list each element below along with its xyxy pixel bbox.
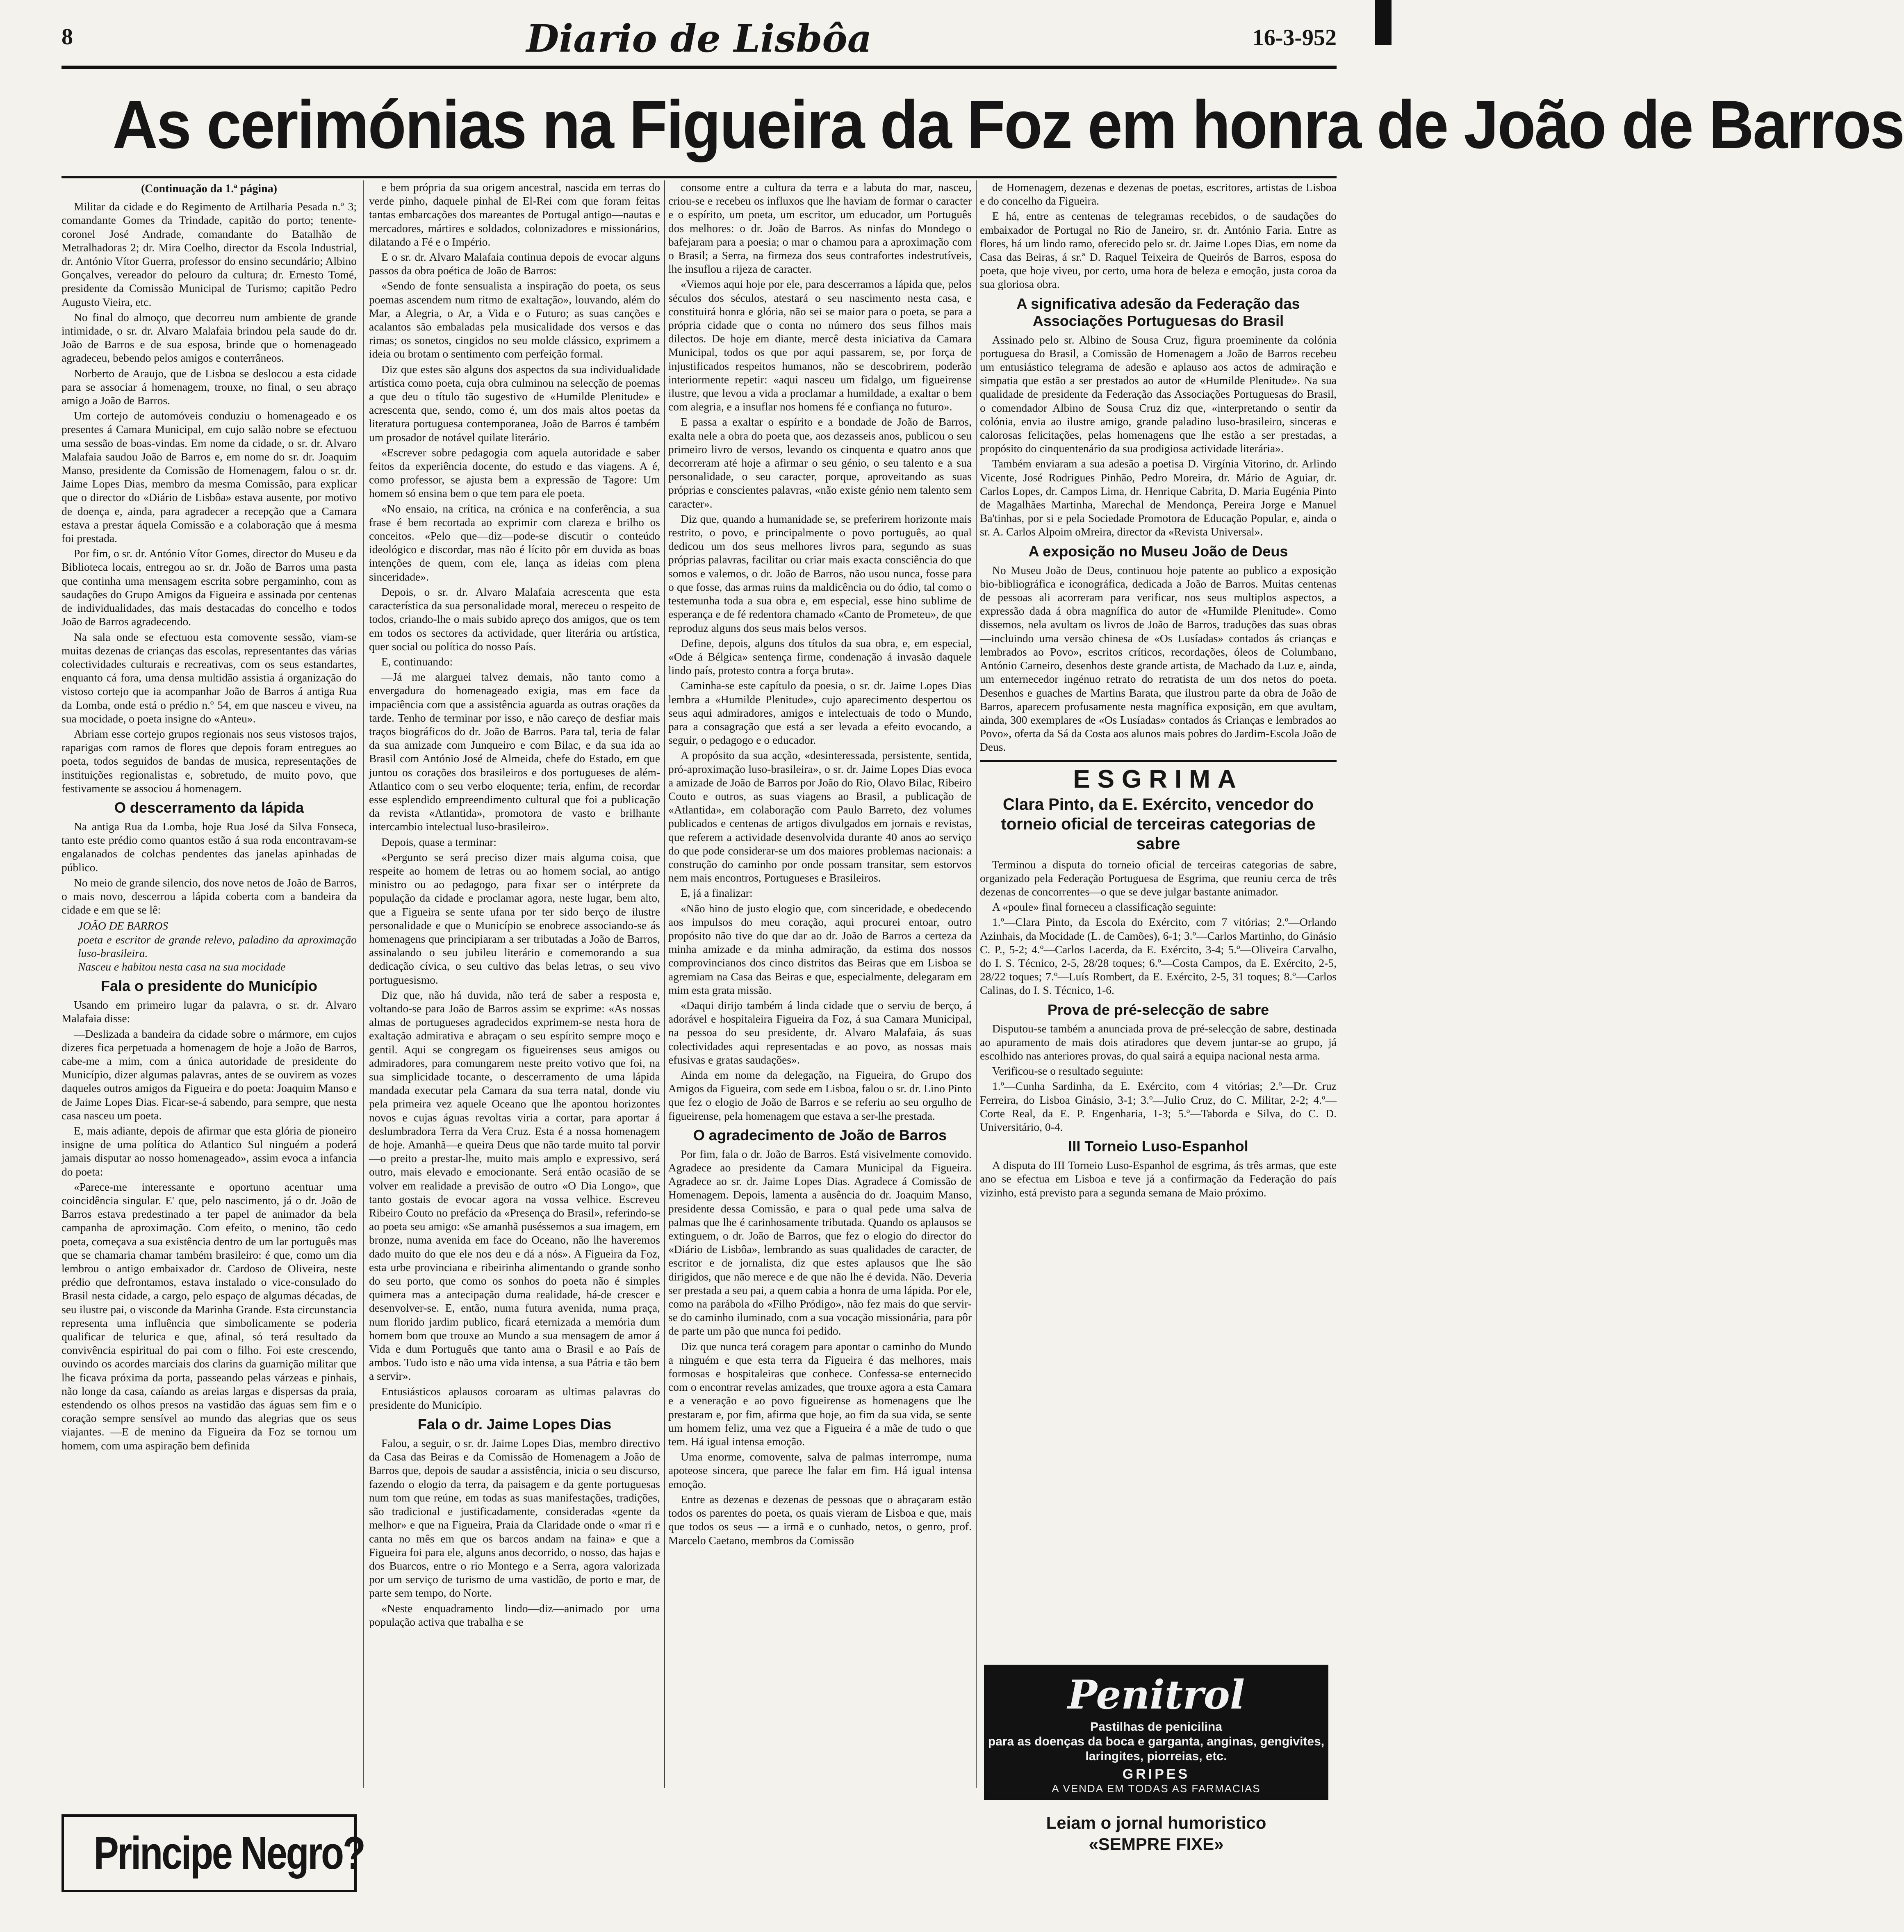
article-paragraph: «Neste enquadramento lindo—diz—animado por uma população activa que trabalha e se [369,1602,660,1628]
article-paragraph: Define, depois, alguns dos títulos da sua obra, e, em especial, «Ode á Bélgica» sentença firme, condenação á invasão daquele lindo país, protesto contra a força bruta». [668,636,972,677]
article-paragraph: Na antiga Rua da Lomba, hoje Rua José da Silva Fonseca, tanto este prédio como quantos estão á sua roda encontravam-se engalanados de colchas pendentes das janelas apinhadas de público. [61,820,357,874]
continuation-note: (Continuação da 1.ª página) [141,182,277,195]
article-paragraph: «Parece-me interessante e oportuno acentuar uma coincidência singular. E' que, pelo nascimento, já o dr. João de Barros estava predestinado a ter papel de animador da bela campanha de aproximação. Com efeito, o menino, tão cedo poeta, começava a sua existência dentro de um lar português mas que se chamaria chamar também brasileiro: é que, como um dia lembrou o antigo embaixador dr. Cardoso de Oliveira, neste prédio que defrontamos, estava instalado o vice-consulado do Brasil nesta cidade, a cargo, pelo espaço de algumas décadas, de seu ilustre pai, o visconde da Marinha Grande. Esta circunstancia representa uma influência que simbolicamente se poderia qualificar de telurica e que, afinal, só terá resultado da convivência espiritual do pai com o filho. Foi este crescendo, ouvindo os acordes marciais dos clarins da guarnição militar que lhe ficava próxima da porta, passeando pelas várzeas e pinhais, não longe da casa, caíando as areias largas e dispersas da praia, estendendo os olhos presos na vastidão das águas sem fim e o coração sempre sensível ao mundo das alegrias que os seus viajantes. —E de menino da Figueira da Foz se tornou um homem, com uma aspiração bem definida [61,1180,357,1452]
ad-brand: Penitrol [1067,1672,1245,1718]
article-paragraph: Terminou a disputa do torneio oficial de terceiras categorias de sabre, organizado pela Federação Portuguesa de Esgrima, que reuniu cerca de três dezenas de concorrentes—o que se deve julgar bastante animador. [980,858,1337,898]
article-paragraph: Por fim, fala o dr. João de Barros. Está visivelmente comovido. Agradece ao presidente da Camara Municipal da Figueira. Agradece ao sr. dr. Jaime Lopes Dias. Agradece á Comissão de Homenagem. Depois, lamenta a ausência do dr. Joaquim Manso, presidente dessa Comissão, e para o qual pede uma salva de palmas que lhe é carinhosamente tributada. Quando os aplausos se extinguem, o dr. João de Barros, que fez o elogio do director do «Diário de Lisbôa», lembrando as suas qualidades de caracter, de escritor e de jornalista, diz que estes aplausos que lhe são dirigidos, que não merece e de que não lhe é devida. Não. Deveria ser prestada a seu pai, a quem cabia a honra de uma lápida. Por ele, como na parábola do «Filho Pródigo», não fez mais do que servir-se do caminho iluminado, com a sua vocação missionária, para pôr de parte um pão que nunca foi pedido. [668,1147,972,1337]
inscription-line: JOÃO DE BARROS [78,919,168,932]
article-paragraph: Falou, a seguir, o sr. dr. Jaime Lopes Dias, membro directivo da Casa das Beiras e da Comissão de Homenagem a João de Barros que, depois de saudar a assistência, inicia o seu discurso, fazendo o elogio da terra, da paisagem e da gente portuguesas num tom que reúne, em todas as suas manifestações, tradições, são tradicional e justificadamente, consideradas «gente da melhor» e que na Figueira, Praia da Claridade onde o «mar ri e canta no mês em que os barcos andam na faina» e que a Figueira foi para ele, alguns anos decorrido, o nosso, das hajas e dos Buarcos, entre o rio Montego e a Serra, agora valorizada por um serviço de turismo de uma vastidão, de porto e mar, de parte sem tempo, do Norte. [369,1437,660,1599]
article-paragraph: No meio de grande silencio, dos nove netos de João de Barros, o mais novo, descerrou a lápida coberta com a bandeira da cidade e em que se lê: [61,876,357,916]
article-paragraph: «No ensaio, na crítica, na crónica e na conferência, a sua frase é bem recortada ao exprimir com clareza e brilho os conceitos. «Pelo que—diz—pode-se discutir o conteúdo ideológico e discordar, mas não é lícito pôr em duvida as boas intenções de quem, com ele, lança as ideias com plena sinceridade». [369,502,660,583]
ad-line: para as doenças da boca e garganta, anginas, gengivites, laringites, piorreias, etc. [988,1735,1325,1763]
article-paragraph: E, mais adiante, depois de afirmar que esta glória de pioneiro insigne de uma política do Atlantico Sul ninguém a poderá jamais disputar ao nosso homenageado», assim evoca a infancia do poeta: [61,1124,357,1178]
article-paragraph: consome entre a cultura da terra e a labuta do mar, nasceu, criou-se e recebeu os influxos que lhe haviam de formar o caracter e o espírito, um poeta, um escritor, um educador, um Português dos melhores: o dr. João de Barros. As ninfas do Mondego o bafejaram para a poesia; o mar o chamou para a aproximação com o Brasil; a Serra, na firmeza dos seus contrafortes indestrutíveis, lhe insuflou a rijeza de caracter. [668,181,972,276]
article-paragraph: Ainda em nome da delegação, na Figueira, do Grupo dos Amigos da Figueira, com sede em Lisboa, falou o sr. dr. Lino Pinto que fez o elogio de João de Barros e se referiu ao seu orgulho de figueirense, pela homenagem que estava a ser-lhe prestada. [668,1069,972,1122]
esgrima-subtitle: Clara Pinto, da E. Exército, vencedor do torneio oficial de terceiras categorias de sabre [1001,795,1316,853]
ad-line: Pastilhas de penicilina [1090,1720,1222,1734]
inscription-line: poeta e escritor de grande relevo, paladino da aproximação luso-brasileira. [78,933,357,959]
article-paragraph: E passa a exaltar o espírito e a bondade de João de Barros, exalta nele a obra do poeta que, aos dezasseis anos, publicou o seu primeiro livro de versos, levando os cinquenta e quatro anos que decorreram até hoje a afirmar o seu génio, o seu talento e a sua personalidade, o seu caracter, porque, aproveitando as suas próprias e conscientes palavras, «não existe génio nem talento sem caracter». [668,415,972,510]
article-paragraph: —Deslizada a bandeira da cidade sobre o mármore, em cujos dizeres fica perpetuada a homenagem de hoje a João de Barros, cabe-me a mim, com a única autoridade de presidente do Município, dizer algumas palavras, antes de se ouvirem as vozes daqueles outros amigos da Figueira e do poeta: Joaquim Manso e de Jaime Lopes Dias. Ficar-se-á sabendo, para sempre, que nesta casa nasceu um poeta. [61,1027,357,1122]
ad-gripes: GRIPES [1122,1766,1190,1782]
page-number: 8 [61,24,73,50]
article-paragraph: «Sendo de fonte sensualista a inspiração do poeta, os seus poemas ascendem num ritmo de exaltação», louvando, além do Mar, a Alegria, o Ar, a Vida e o Futuro; as suas canções e acalantos são embaladas pela musicalidade dos versos e das rimas; os sonetos, cingidos no seu molde clássico, exprimem a ideia ou brotam o sentimento com perfeição formal. [369,279,660,360]
column-2 [369,180,660,1808]
article-paragraph: Norberto de Araujo, que de Lisboa se deslocou a esta cidade para se associar á homenagem, trouxe, no final, o seu abraço amigo a João de Barros. [61,367,357,407]
inscription-line: Nasceu e habitou nesta casa na sua mocidade [78,960,286,973]
article-paragraph: A «poule» final forneceu a classificação seguinte: [992,900,1216,914]
article-paragraph: Assinado pelo sr. Albino de Sousa Cruz, figura proeminente da colónia portuguesa do Brasil, a Comissão de Homenagem a João de Barros recebeu um entusiástico telegrama de adesão e aplauso aos actos de admiração e simpatia que estão a ser prestados ao autor de «Humilde Plenitude». Na sua qualidade de presidente da Federação das Associações Portuguesas do Brasil, o comendador Albino de Sousa Cruz diz que, «interpretando o sentir da colónia, envia ao ilustre amigo, grande paladino luso-brasileiro, sinceras e calorosas felicitações, pelas homenagens que lhe estão a ser prestadas, a propósito do cinquentenário da sua prodigiosa actividade literária». [980,333,1337,455]
article-paragraph: E o sr. dr. Alvaro Malafaia continua depois de evocar alguns passos da obra poética de João de Barros: [369,251,660,277]
article-paragraph: Caminha-se este capítulo da poesia, o sr. dr. Jaime Lopes Dias lembra a «Humilde Plenitude», cujo aparecimento despertou os seus aqui admiradores, amigos e intelectuais de todo o Mundo, para a consagração que está a ser levada a efeito evocando, a seguir, o pedagogo e o educador. [668,679,972,747]
article-paragraph: Também enviaram a sua adesão a poetisa D. Virgínia Vitorino, dr. Arlindo Vicente, José Rodrigues Pinhão, Pedro Moreira, dr. Mário de Aguiar, dr. Carlos Lopes, dr. Campos Lima, dr. Henrique Cabrita, D. Maria Eugénia Pinto de Magalhães Martinha, Marechal de Mendonça, Pereira Jorge e Manuel Ba'tinhas, por si e pela Sociedade Promotora de Educação Popular, e, ainda o sr. A. Carlos Alpoim oMreira, director da «Revista Universal». [980,457,1337,538]
section-heading: A exposição no Museu João de Deus [1028,542,1288,560]
article-paragraph: de Homenagem, dezenas e dezenas de poetas, escritores, artistas de Lisboa e do concelho da Figueira. [980,181,1337,207]
column-4 [980,180,1337,1808]
article-paragraph: «Pergunto se será preciso dizer mais alguma coisa, que respeite ao homem de letras ou ao homem social, ao antigo ministro ou ao pedagogo, para fixar ser o intérprete da população da cidade e proclamar agora, neste lugar, bem alto, que a Figueira se sente ufana por ter sido berço de ilustre personalidade e que o Município se enobrece associando-se ás homenagens que principiaram a ser tributadas a João de Barros, assinalando o seu jubileu literário e comemorando a sua dedicação cívica, o seu cultivo das belas letras, o seu vivo portuguesismo. [369,850,660,986]
lapide-inscription [78,919,357,973]
issue-date: 16-3-952 [1252,25,1337,50]
section-heading: Fala o presidente do Município [100,977,318,995]
main-headline: As cerimónias na Figueira da Foz em honra de João de Barros [112,87,1904,163]
column-divider [363,180,364,1788]
article-paragraph: A disputa do III Torneio Luso-Espanhol de esgrima, ás três armas, que este ano se efectua em Lisboa e teve já a confirmação da Federação do país vizinho, está previsto para a segunda semana de Maio próximo. [980,1159,1337,1199]
article-paragraph: Militar da cidade e do Regimento de Artilharia Pesada n.º 3; comandante Gomes da Trindade, capitão do porto; tenente-coronel José Andrade, comandante do Batalhão de Metralhadoras 2; dr. Mira Coelho, director da Escola Industrial, dr. António Vítor Guerra, professor do ensino secundário; Albino Gonçalves, vereador do pelouro da cultura; dr. Ernesto Tomé, presidente da Comissão Municipal de Turismo; capitão Pedro Augusto Vieira, etc. [61,200,357,308]
article-paragraph: 1.º—Clara Pinto, da Escola do Exército, com 7 vitórias; 2.º—Orlando Azinhais, da Mocidade (L. de Camões), 6-1; 3.º—Carlos Martinho, do Ginásio C. P., 5-2; 4.º—Carlos Lacerda, da E. Exército, 3-4; 5.º—Oliveira Carvalho, do I. S. Técnico, 2-5, 28/28 toques; 6.º—Costa Campos, da E. Exército, 2-5, 28/22 toques; 7.º—Luís Rombert, da E. Exército, 2-5, 31 toques; 8.º—Carlos Calinas, do I. S. Técnico, 1-6. [980,916,1337,997]
article-paragraph: Entre as dezenas e dezenas de pessoas que o abraçaram estão todos os parentes do poeta, os quais vieram de Lisboa e que, mais que todos os seus — a irmã e o cunhado, netos, o genro, prof. Marcelo Caetano, membros da Comissão [668,1492,972,1547]
edge-registration-mark [1375,0,1392,45]
newspaper-title: Diario de Lisbôa [526,16,872,61]
article-paragraph: Diz que nunca terá coragem para apontar o caminho do Mundo a ninguém e que esta terra da Figueira é das melhores, mais formosas e hospitaleiras que conhece. Confessa-se enternecido com o encontrar revelas amizades, que trouxe agora a esta Camara e a veneração e ao povo figueirense as homenagens que lhe prestaram e, por fim, afirma que hoje, ao fim da sua vida, se sente um homem feliz, uma vez que a Figueira é a mãe de tudo o que tem. Há igual intensa emoção. [668,1340,972,1448]
article-paragraph: E, já a finalizar: [681,886,753,900]
article-paragraph: Disputou-se também a anunciada prova de pré-selecção de sabre, destinada ao apuramento de mais dois atiradores que devem juntar-se ao grupo, já escolhido nas anteriores provas, do qual sairá a equipa nacional nesta arma. [980,1022,1337,1062]
article-paragraph: No Museu João de Deus, continuou hoje patente ao publico a exposição bio-bibliográfica e iconográfica, dedicada a João de Barros. Muitas centenas de pessoas ali acorreram para verificar, nos seus multiplos aspectos, a expressão dada á obra magnífica do autor de «Humilde Plenitude». Como dissemos, nela avultam os livros de João de Barros, traduções das suas obras—incluindo uma versão chinesa de «Os Lusíadas» contados ás crianças e lembrados ao Povo», escritos críticos, recordações, óleos de Columbano, António Carneiro, desenhos deste grande artista, de Machado da Luz e, ainda, um enternecedor ingénuo retrato do retratista de um dos netos do poeta. Desenhos e guaches de Martins Barata, que ilustrou parte da obra de João de Barros, aparecem profusamente nesta magnífica exposição, em que avultam, ainda, 300 exemplares de «Os Lusíadas» contados ás Crianças e lembrados ao Povo», oferta da Sá da Costa aos alunos mais pobres do Jardim-Escola João de Deus. [980,563,1337,754]
principe-negro-title: Principe Negro? [93,1827,364,1879]
article-paragraph: Um cortejo de automóveis conduziu o homenageado e os presentes á Camara Municipal, em cujo salão nobre se efectuou uma sessão de boas-vindas. Em nome da cidade, o sr. dr. Alvaro Malafaia saudou João de Barros e, em nome do sr. dr. Joaquim Manso, presidente da Comissão de Homenagem, falou o sr. dr. Jaime Lopes Dias, membro da mesma Comissão, para explicar que o director do «Diário de Lisbôa» estava ausente, por motivo de doença e, ainda, para agradecer a recepção que a Camara estava a prestar áquela Comissão e a colaboração que á mesma foi prestada. [61,409,357,545]
section-heading: O descerramento da lápida [114,799,304,816]
masthead-rule [61,66,1337,69]
article-paragraph: Na sala onde se efectuou esta comovente sessão, viam-se muitas dezenas de crianças das escolas, representantes das várias colectividades culturais e recreativas, com os seus estandartes, enquanto cá fora, uma densa multidão assistia á organização do vistoso cortejo que ia acompanhar João de Barros á antiga Rua da Lomba, onde está o prédio n.º 54, em que nasceu e viveu, na sua mocidade, o poeta insigne do «Anteu». [61,630,357,725]
article-paragraph: «Escrever sobre pedagogia com aquela autoridade e saber feitos da experiência docente, do estudo e das viagens. A é, como professor, se ajusta bem a expressão de Tagore: Um homem só ensina bem o que tem para ele poeta. [369,446,660,500]
article-paragraph: No final do almoço, que decorreu num ambiente de grande intimidade, o sr. dr. Alvaro Malafaia brindou pela saude do dr. João de Barros e de sua esposa, brinde que o homenageado agradeceu, bebendo pelos amigos e conterrâneos. [61,310,357,365]
section-heading: Fala o dr. Jaime Lopes Dias [417,1416,612,1433]
article-paragraph: Diz que estes são alguns dos aspectos da sua individualidade artística como poeta, cuja obra culminou na selecção de poemas a que deu o título tão sugestivo de «Humilde Plenitude» e acrescenta que, sendo, como é, um dos mais altos poetas da literatura portuguesa contemporanea, João de Barros é também um prosador de notável quilate literário. [369,362,660,444]
article-paragraph: A propósito da sua acção, «desinteressada, persistente, sentida, pró-aproximação luso-brasileira», o sr. dr. Jaime Lopes Dias evoca a amizade de João de Barros por João do Rio, Olavo Bilac, Ribeiro Couto e outros, as suas viagens ao Brasil, a publicação de «Atlantida», em colaboração com Paulo Barreto, dez volumes publicados e centenas de artigos divulgados em jornais e revistas, que referem a actividade desenvolvida durante 40 anos ao serviço do que pode considerar-se um dos maiores problemas nacionais: a construção do caminho por onde possam transitar, sem estorvos nem mais encontros, Portugueses e Brasileiros. [668,749,972,884]
article-paragraph: Diz que, não há duvida, não terá de saber a resposta e, voltando-se para João de Barros assim se exprime: «As nossas almas de portugueses agradecidos exprimem-se nesta hora de exaltação admirativa e abraçam o seu espírito sempre moço e gentil. Aqui se congregam os figueirenses seus amigos ou admiradores, para comungarem neste preito votivo que foi, na sua simplicidade tocante, o descerramento de uma lápida mandada executar pela Camara da sua terra natal, donde viu pela primeira vez aquele Oceano que lhe apontou horizontes novos e cujas águas revoltas viria a cortar, para aportar á deslumbradora Terra da Vera Cruz. Esta é a nossa homenagem de hoje. Amanhã—e queira Deus que não tarde muito tal porvir—o preito a prestar-lhe, muito mais amplo e expressivo, será outro, mais elevado e emocionante. Será então ocasião de se volver em realidade a previsão de outro «O Dia Longo», que tanto gostais de evocar agora na vossa velhice. Escreveu Ribeiro Couto no prefácio da «Presença do Brasil», referindo-se ao poeta seu amigo: «Se amanhã puséssemos a sua imagem, em bronze, numa avenida em face do Oceano, não lhe haveremos dado muito do que ele nos deu e dá a nós». A Figueira da Foz, esta urbe provinciana e ribeirinha alimentando o grande sonho do seu porto, que como os sonhos do poeta não é simples quimera mas a antecipação duma realidade, há-de crescer e desenvolver-se. E, então, numa futura avenida, numa praça, num florido jardim publico, ficará eternizada a memória dum homem bom que trouxe ao Mundo a sua mensagem de amor á Vida e dum Português que tanto ama o Brasil e ao País de ambos. Tudo isto e não uma vida intensa, a sua Pátria e tão bem a servir». [369,988,660,1383]
article-paragraph: Usando em primeiro lugar da palavra, o sr. dr. Alvaro Malafaia disse: [61,998,357,1025]
article-paragraph: Diz que, quando a humanidade se, se preferirem horizonte mais restrito, o povo, e principalmente o povo português, ao qual dedicou um dos seus melhores livros para, segundo as suas próprias palavras, facilitar ou criar mais exacta consciência do que somos e valemos, o dr. João de Barros, não usou nunca, fosse para o que fosse, das armas ruins da maldicência ou do ódio, tal como o testemunha toda a sua obra e, em especial, esse hino sublime de esperança e de fé redentora chamado «Canto de Prometeu», de que reproduz alguns dos seus mais belos versos. [668,512,972,634]
article-paragraph: Por fim, o sr. dr. António Vítor Gomes, director do Museu e da Biblioteca locais, entregou ao sr. dr. João de Barros uma pasta que continha uma mensagem escrita sobre pergaminho, com as saudações do Grupo Amigos da Figueira e assinada por centenas de individualidades, das mais destacadas do concelho e todos João de Barros agradecendo. [61,547,357,628]
column-3 [668,180,972,1808]
article-paragraph: e bem própria da sua origem ancestral, nascida em terras do verde pinho, daquele pinhal de El-Rei com que foram feitas tantas embarcações dos mareantes de Portugal antigo—nautas e mercadores, mártires e soldados, colonizadores e missionários, dilatando a Fé e o Império. [369,181,660,248]
principe-negro-box [61,1814,364,1892]
promo-line-1: Leiam o jornal humoristico [1046,1813,1266,1832]
sempre-fixe-promo [984,1812,1328,1855]
column-divider [664,180,665,1788]
masthead [61,16,1337,62]
esgrima-title: ESGRIMA [1073,765,1244,793]
section-heading: Prova de pré-selecção de sabre [1047,1001,1269,1018]
article-paragraph: —Já me alarguei talvez demais, não tanto como a envergadura do homenageado exigia, mas em face da impaciência com que a assistência aguarda as outras orações da tarde. Tenho de terminar por isso, e não careço de desfiar mais traços biográficos do dr. João de Barros. Para tal, teria de falar da sua amizade com Junqueiro e com Bilac, e da sua ida ao Brasil com António José de Almeida, chefe do Estado, em que juntou os corações dos brasileiros e dos portugueses de além-Atlantico com o seu verbo eloquente; teria, enfim, de recordar esse esplendido empreendimento cultural que foi a publicação da revista «Atlantida», promotora de vasto e brilhante intercambio intelectual luso-brasileiro». [369,670,660,833]
article-paragraph: «Daqui dirijo também á linda cidade que o serviu de berço, á adorável e hospitaleira Figueira da Foz, á sua Camara Municipal, na pessoa do seu presidente, dr. Alvaro Malafaia, ás suas colectividades aqui representadas e ao povo, as nossas mais efusivas e gratas saudações». [668,998,972,1066]
section-heading: O agradecimento de João de Barros [693,1126,947,1144]
headline-rule [61,176,1337,178]
section-heading: A significativa adesão da Federação das Associações Portuguesas do Brasil [1016,295,1300,329]
article-paragraph: 1.º—Cunha Sardinha, da E. Exército, com 4 vitórias; 2.º—Dr. Cruz Ferreira, do Lisboa Ginásio, 3-1; 3.º—Julio Cruz, do C. Militar, 2-2; 4.º—Corte Real, da E. P. Engenharia, 1-3; 5.º—Taborda e Silva, do C. D. Universitário, 0-4. [980,1080,1337,1133]
article-paragraph: Entusiásticos aplausos coroaram as ultimas palavras do presidente do Município. [369,1385,660,1411]
article-paragraph: Depois, o sr. dr. Alvaro Malafaia acrescenta que esta característica da sua personalidade moral, mereceu o respeito de todos, criando-lhe o mais subido apreço dos amigos, que os tem em todos os sectores da actividade, quer literária ou artística, quer social ou política do nosso País. [369,585,660,653]
article-paragraph: Uma enorme, comovente, salva de palmas interrompe, numa apoteose sincera, que parece lhe falar em fim. Há igual intensa emoção. [668,1450,972,1490]
article-paragraph: «Viemos aqui hoje por ele, para descerramos a lápida que, pelos séculos dos séculos, atestará o seu nascimento nesta casa, e constituirá honra e glória, não sei se maior para o poeta, se para a própria cidade que o conta no número dos seus filhos mais dilectos. De hoje em diante, mercê desta iniciativa da Camara Municipal, todos os que por aqui passarem, se, por força de injustificados respeitos humanos, não se descobrirem, poderão interiormente repetir: «aqui nasceu um fidalgo, um figueirense ilustre, que levou a vida a proclamar a humildade, a exaltar o bem com alegria, e a insuflar nos homens fé e confiança no futuro». [668,278,972,413]
article-paragraph: «Não hino de justo elogio que, com sinceridade, e obedecendo aos impulsos do meu coração, aqui procurei entoar, outro propósito não tive do que dar ao dr. João de Barros a certeza da minha amizade e da minha admiração, da estima dos nossos comprovincianos dos cinco distritos das Beiras que em Lisboa se agremiam na Casa das Beiras e que, especialmente, delegaram em mim esta grata missão. [668,902,972,996]
column-divider [976,180,977,1788]
article-paragraph: Depois, quase a terminar: [381,835,497,848]
penitrol-advertisement [984,1665,1328,1800]
article-paragraph: E, continuando: [381,655,453,668]
esgrima-section-header [980,760,1337,854]
column-1 [61,180,357,1808]
article-paragraph: E há, entre as centenas de telegramas recebidos, o de saudações do embaixador de Portugal no Rio de Janeiro, sr. dr. António Faria. Entre as flores, há um lindo ramo, oferecido pelo sr. dr. Jaime Lopes Dias, em nome da Casa das Beiras, á sr.ª D. Raquel Teixeira de Queirós de Barros, esposa do poeta, que hoje viveu, por certo, uma hora de beleza e emoção, justa coroa da sua gloriosa obra. [980,210,1337,291]
article-paragraph: Verificou-se o resultado seguinte: [992,1064,1143,1078]
promo-line-2: «SEMPRE FIXE» [1089,1834,1224,1854]
ad-footer: A VENDA EM TODAS AS FARMACIAS [1052,1782,1261,1795]
section-heading: III Torneio Luso-Espanhol [1068,1138,1248,1155]
article-paragraph: Abriam esse cortejo grupos regionais nos seus vistosos trajos, raparigas com ramos de flores que depois foram entregues ao poeta, todos seguidos de bandas de musica, representações de instituições regionalistas e, sobretudo, de muito povo, que festivamente se associou á homenagem. [61,727,357,795]
